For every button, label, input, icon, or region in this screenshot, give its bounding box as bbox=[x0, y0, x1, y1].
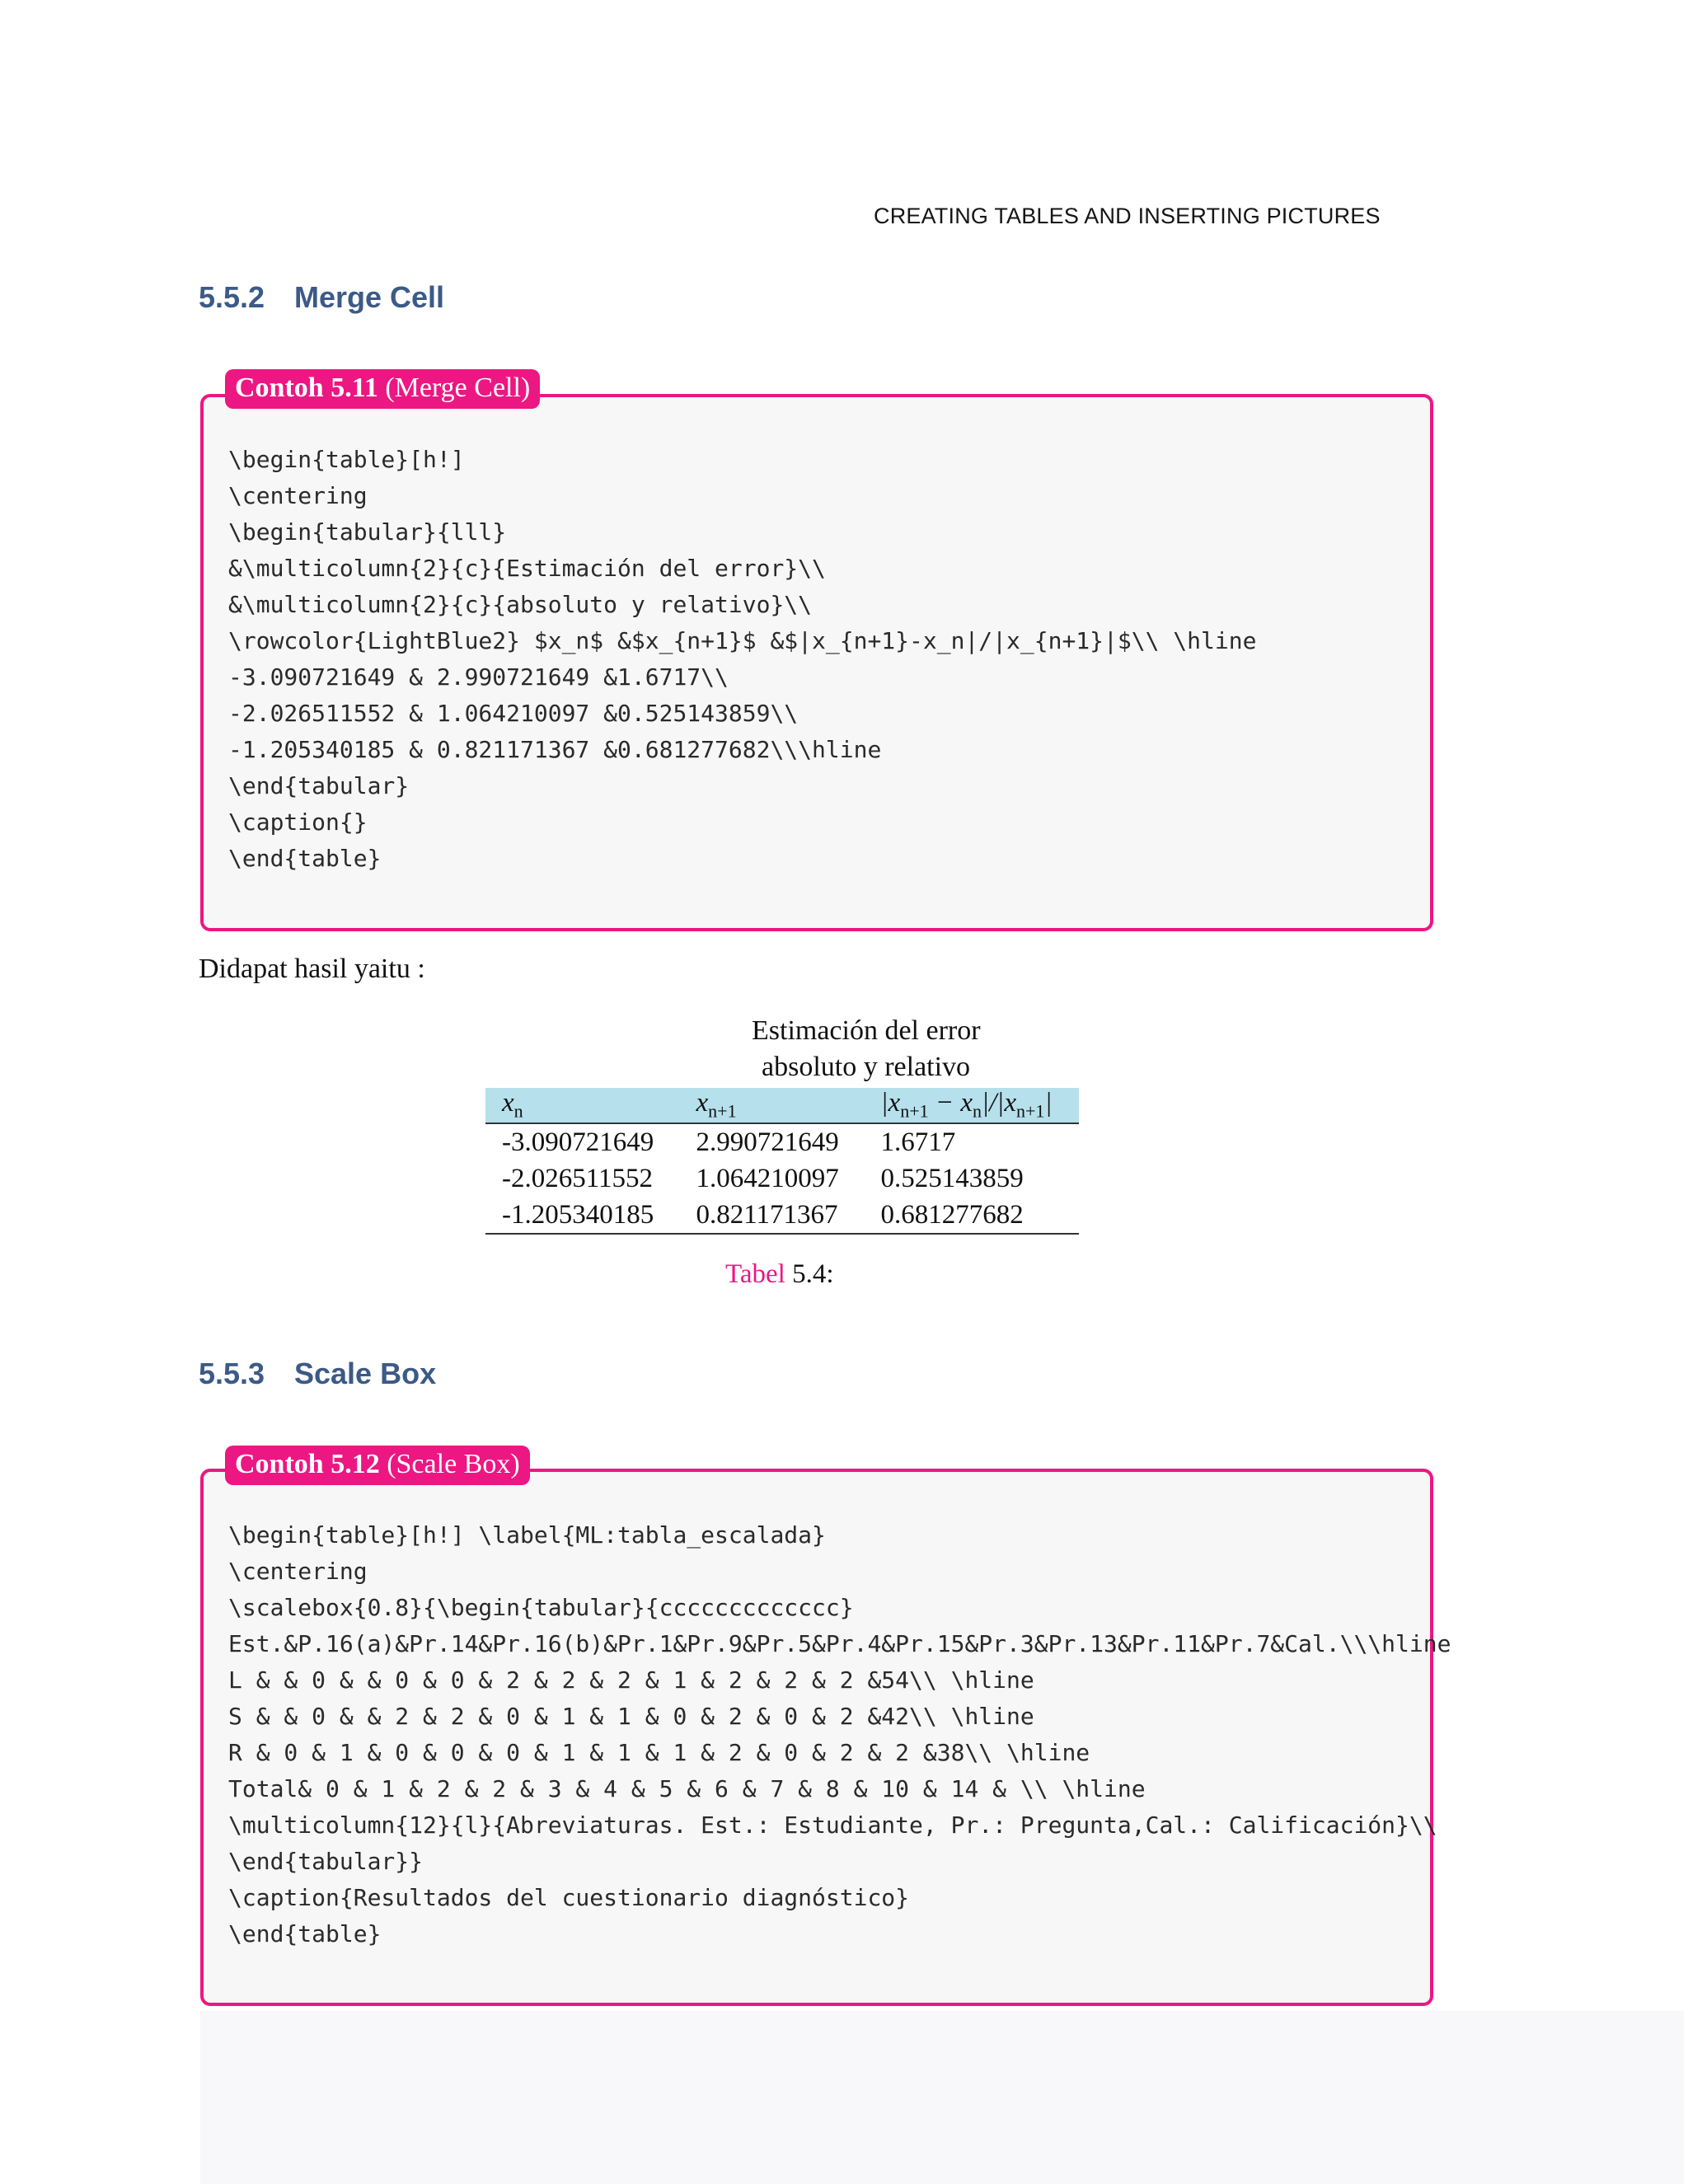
code-line: Total& 0 & 1 & 2 & 2 & 3 & 4 & 5 & 6 & 7 & 8 & 10 & 14 & \\ \hline bbox=[228, 1775, 1146, 1802]
code-line: \begin{table}[h!] bbox=[228, 446, 465, 473]
table-cell: 0.681277682 bbox=[864, 1197, 1079, 1234]
table-title-line-2: absoluto y relativo bbox=[762, 1052, 971, 1082]
code-line: R & 0 & 1 & 0 & 0 & 0 & 1 & 1 & 1 & 2 & 0 & 2 & 2 &38\\ \hline bbox=[228, 1739, 1090, 1766]
example-title: (Merge Cell) bbox=[385, 373, 531, 403]
table-cell: -2.026511552 bbox=[502, 1163, 654, 1193]
code-line: -1.205340185 & 0.821171367 &0.681277682\\\hline bbox=[228, 736, 882, 763]
section-number: 5.5.2 bbox=[199, 280, 265, 314]
code-line: \centering bbox=[228, 482, 368, 509]
code-line: Est.&P.16(a)&Pr.14&Pr.16(b)&Pr.1&Pr.9&Pr.5&Pr.4&Pr.15&Pr.3&Pr.13&Pr.11&Pr.7&Cal.\\\hline bbox=[228, 1630, 1451, 1657]
code-line: \end{table} bbox=[228, 845, 382, 872]
table-caption bbox=[725, 1259, 834, 1290]
table-cell: 0.525143859 bbox=[880, 1163, 1024, 1193]
example-label: Contoh 5.11 bbox=[235, 373, 378, 403]
code-line: \end{tabular} bbox=[228, 772, 410, 799]
code-line: \begin{table}[h!] \label{ML:tabla_escalada} bbox=[228, 1521, 826, 1549]
code-line: \end{table} bbox=[228, 1920, 382, 1947]
example-box-scale-box bbox=[200, 1469, 1433, 2006]
table-cell: 0.821171367 bbox=[680, 1197, 865, 1234]
header-cell-xn1: $x_{n+1}$ bbox=[680, 1088, 865, 1123]
section-heading-scale-box bbox=[199, 1357, 436, 1391]
page-bottom-shade bbox=[200, 2011, 1684, 2184]
code-line: \end{tabular}} bbox=[228, 1848, 424, 1875]
code-line: \begin{tabular}{lll} bbox=[228, 518, 507, 546]
table-row bbox=[485, 1197, 1079, 1234]
example-label: Contoh 5.12 bbox=[235, 1449, 380, 1479]
code-line: \rowcolor{LightBlue2} $x_n$ &$x_{n+1}$ &$|x_{n+1}-x_n|/|x_{n+1}|$\\ \hline bbox=[228, 627, 1257, 654]
table-cell: 1.6717 bbox=[880, 1127, 956, 1157]
section-number: 5.5.3 bbox=[199, 1357, 265, 1390]
table-row bbox=[485, 1160, 1079, 1197]
header-cell-xn: $x_n$ bbox=[485, 1088, 680, 1123]
section-heading-merge-cell bbox=[199, 280, 444, 315]
table-cell: -3.090721649 bbox=[502, 1127, 654, 1157]
code-line: &\multicolumn{2}{c}{Estimación del error}\\ bbox=[228, 555, 826, 582]
table-cell: 2.990721649 bbox=[696, 1127, 839, 1157]
code-line: \multicolumn{12}{l}{Abreviaturas. Est.: Estudiante, Pr.: Pregunta,Cal.: Calificación}\\ bbox=[228, 1811, 1437, 1839]
table-cell: 1.064210097 bbox=[696, 1163, 839, 1193]
example-box-merge-cell bbox=[200, 394, 1433, 931]
table-title-line-1: Estimación del error bbox=[752, 1015, 981, 1046]
table-cell: -1.205340185 bbox=[485, 1197, 680, 1234]
table-caption-number: 5.4: bbox=[792, 1259, 834, 1289]
result-intro: Didapat hasil yaitu : bbox=[199, 954, 425, 984]
table-row bbox=[485, 1123, 1079, 1160]
section-title: Scale Box bbox=[294, 1357, 437, 1390]
code-line: \caption{} bbox=[228, 808, 368, 836]
code-line: \centering bbox=[228, 1558, 368, 1585]
running-head: CREATING TABLES AND INSERTING PICTURES bbox=[874, 204, 1381, 228]
table-caption-label: Tabel bbox=[725, 1259, 785, 1289]
code-line: -2.026511552 & 1.064210097 &0.525143859\\ bbox=[228, 700, 799, 727]
example-tab-scale-box bbox=[225, 1446, 530, 1485]
code-line: S & & 0 & & 2 & 2 & 0 & 1 & 1 & 0 & 2 & 0 & 2 &42\\ \hline bbox=[228, 1703, 1034, 1730]
header-cell-relative-error: $|x_{n+1} - x_n|/|x_{n+1}|$ bbox=[864, 1088, 1079, 1123]
table-header-row bbox=[485, 1088, 1079, 1123]
code-line: L & & 0 & & 0 & 0 & 2 & 2 & 2 & 1 & 2 & 2 & 2 &54\\ \hline bbox=[228, 1666, 1034, 1694]
section-title: Merge Cell bbox=[294, 280, 445, 314]
code-line: &\multicolumn{2}{c}{absoluto y relativo}\\ bbox=[228, 591, 813, 618]
example-title: (Scale Box) bbox=[387, 1449, 520, 1479]
code-line: \caption{Resultados del cuestionario diagnóstico} bbox=[228, 1884, 910, 1911]
code-line: \scalebox{0.8}{\begin{tabular}{ccccccccccccc} bbox=[228, 1594, 854, 1621]
code-line: -3.090721649 & 2.990721649 &1.6717\\ bbox=[228, 663, 729, 691]
example-tab-merge-cell bbox=[225, 369, 540, 409]
result-table bbox=[485, 1088, 1079, 1235]
